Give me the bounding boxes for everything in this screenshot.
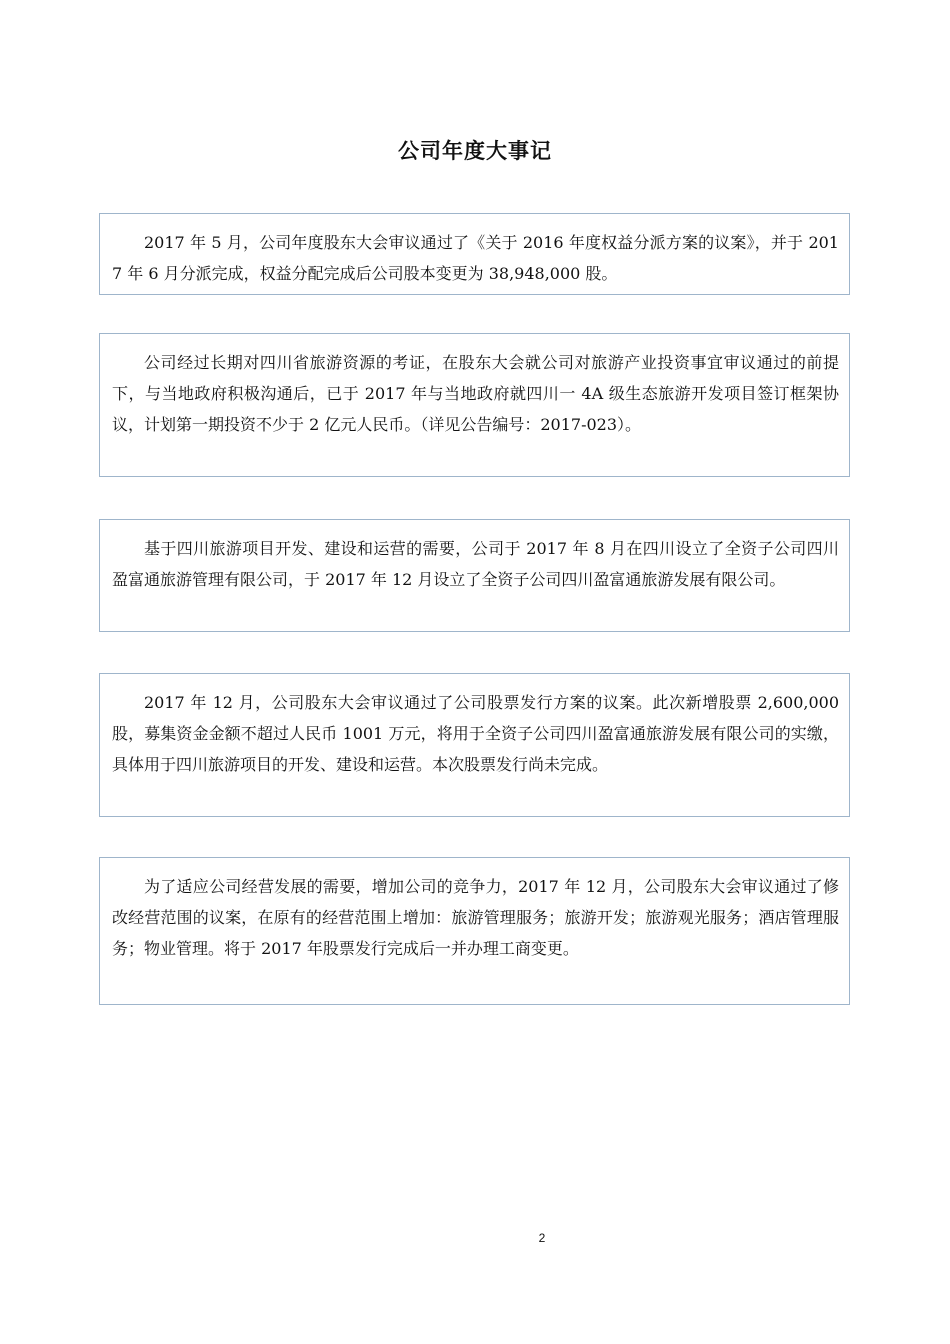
event-text: 公司经过长期对四川省旅游资源的考证，在股东大会就公司对旅游产业投资事宜审议通过的前提下，与当地政府积极沟通后，已于 2017 年与当地政府就四川一 4A 级生态旅游开发项目签订框架协议，计划第一期投资不少于 2 亿元人民币。（详见公告编号：2017-023）。 xyxy=(112,353,839,434)
event-text: 2017 年 5 月，公司年度股东大会审议通过了《关于 2016 年度权益分派方案的议案》，并于 2017 年 6 月分派完成，权益分配完成后公司股本变更为 38,948,000 股。 xyxy=(112,233,839,283)
event-box-share-distribution xyxy=(99,213,850,295)
page-number: 2 xyxy=(538,1231,546,1245)
event-box-tourism-agreement xyxy=(99,333,850,477)
event-box-subsidiaries xyxy=(99,519,850,632)
event-box-business-scope xyxy=(99,857,850,1005)
event-text: 2017 年 12 月，公司股东大会审议通过了公司股票发行方案的议案。此次新增股票 2,600,000 股，募集资金金额不超过人民币 1001 万元，将用于全资子公司四川盈富通旅游发展有限公司的实缴，具体用于四川旅游项目的开发、建设和运营。本次股票发行尚未完成。 xyxy=(112,693,839,774)
event-text: 基于四川旅游项目开发、建设和运营的需要，公司于 2017 年 8 月在四川设立了全资子公司四川盈富通旅游管理有限公司，于 2017 年 12 月设立了全资子公司四川盈富通旅游发展有限公司。 xyxy=(112,539,839,589)
event-box-stock-issuance xyxy=(99,673,850,817)
page-title: 公司年度大事记 xyxy=(398,139,552,163)
event-text: 为了适应公司经营发展的需要，增加公司的竞争力，2017 年 12 月，公司股东大会审议通过了修改经营范围的议案，在原有的经营范围上增加：旅游管理服务；旅游开发；旅游观光服务；酒店管理服务；物业管理。将于 2017 年股票发行完成后一并办理工商变更。 xyxy=(112,877,839,958)
